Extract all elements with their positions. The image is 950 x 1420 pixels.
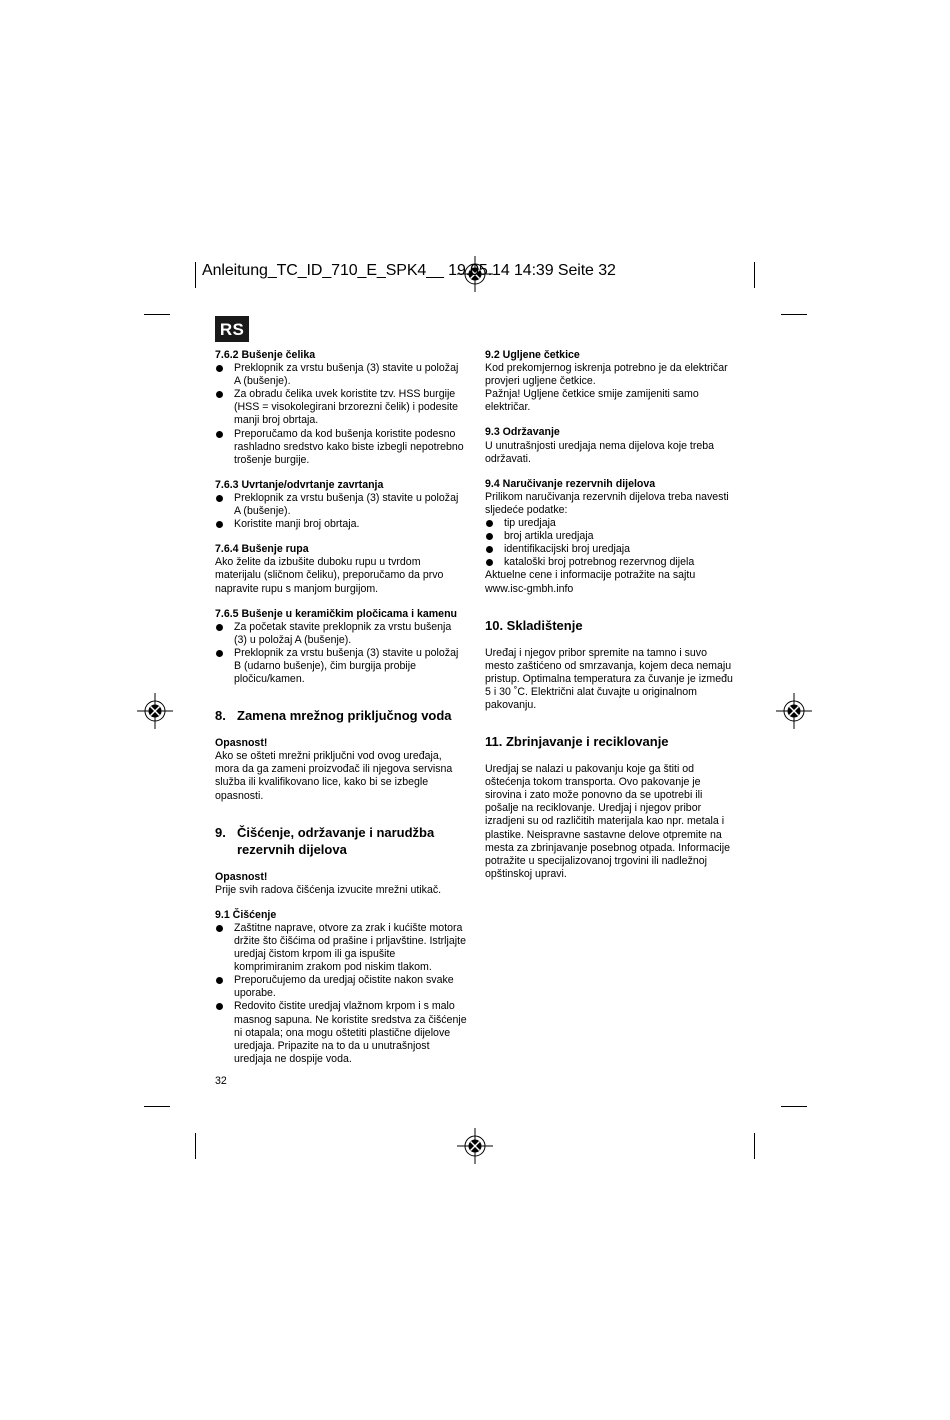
crop-mark bbox=[781, 314, 807, 315]
crop-mark bbox=[195, 1133, 196, 1159]
bullet-list bbox=[215, 922, 467, 1066]
section-title: Čišćenje, održavanje i narudžba rezervnih dijelova bbox=[237, 824, 435, 857]
crop-mark bbox=[754, 1133, 755, 1159]
paragraph: Pažnja! Ugljene četkice smije zamijeniti samo električar. bbox=[485, 388, 699, 414]
page-number: 32 bbox=[215, 1075, 227, 1087]
section-heading bbox=[215, 824, 467, 858]
registration-mark-icon bbox=[457, 1128, 493, 1164]
list-item: kataloški broj potrebnog rezervnog dijela bbox=[485, 556, 737, 569]
list-item: Preporučamo da kod bušenja koristite podesno rashladno sredstvo kako biste izbegli nepotrebno trošenje burgije. bbox=[215, 428, 467, 467]
registration-mark-icon bbox=[137, 693, 173, 729]
left-column bbox=[215, 349, 467, 1066]
crop-mark bbox=[781, 1106, 807, 1107]
list-item: Za obradu čelika uvek koristite tzv. HSS burgije (HSS = visokolegirani brzorezni čelik) i podesite manji broj obrtaja. bbox=[215, 388, 467, 427]
crop-mark bbox=[754, 262, 755, 288]
warning-label: Opasnost! bbox=[215, 737, 268, 750]
paragraph: Prilikom naručivanja rezervnih dijelova treba navesti sljedeće podatke: bbox=[485, 490, 729, 516]
right-column bbox=[485, 349, 737, 881]
registration-mark-icon bbox=[776, 693, 812, 729]
list-item: Preklopnik za vrstu bušenja (3) stavite u položaj B (udarno bušenje), čim burgija probije pločicu/kamen. bbox=[215, 647, 467, 686]
list-item: Koristite manji broj obrtaja. bbox=[215, 518, 467, 531]
paragraph: Aktuelne cene i informacije potražite na sajtu www.isc-gmbh.info bbox=[485, 569, 696, 595]
crop-mark bbox=[144, 314, 170, 315]
list-item: Preklopnik za vrstu bušenja (3) stavite u položaj A (bušenje). bbox=[215, 362, 467, 388]
subsection-title: 9.4 Naručivanje rezervnih dijelova bbox=[485, 477, 656, 490]
warning-label: Opasnost! bbox=[215, 870, 268, 883]
file-slug-header: Anleitung_TC_ID_710_E_SPK4__ 19.05.14 14:39 Seite 32 bbox=[202, 262, 616, 279]
subsection-title: 7.6.3 Uvrtanje/odvrtanje zavrtanja bbox=[215, 478, 384, 491]
bullet-list bbox=[215, 362, 467, 467]
section-number: 8. bbox=[215, 708, 226, 724]
section-title: 10. Skladištenje bbox=[485, 617, 583, 633]
subsection-title: 7.6.5 Bušenje u keramičkim pločicama i kamenu bbox=[215, 607, 458, 620]
bullet-list bbox=[215, 621, 467, 686]
crop-mark bbox=[195, 262, 196, 288]
paragraph: U unutrašnjosti uredjaja nema dijelova koje treba održavati. bbox=[485, 439, 715, 465]
section-heading bbox=[215, 707, 467, 724]
list-item: tip uredjaja bbox=[485, 517, 737, 530]
subsection-title: 7.6.4 Bušenje rupa bbox=[215, 543, 309, 556]
section-title: 11. Zbrinjavanje i reciklovanje bbox=[485, 734, 669, 750]
section-number: 9. bbox=[215, 824, 226, 840]
language-badge: RS bbox=[215, 316, 249, 342]
subsection-title: 9.3 Održavanje bbox=[485, 426, 560, 439]
paragraph: Ako želite da izbušite duboku rupu u tvrdom materijalu (sličnom čeliku), preporučamo da prvo napravite rupu s manjom burgijom. bbox=[215, 556, 444, 595]
paragraph: Ako se ošteti mrežni priključni vod ovog uređaja, mora da ga zameni proizvođač ili njegova servisna služba ili kvalifikovano lice, kako bi se izbegle opasnosti. bbox=[215, 750, 453, 802]
section-title: Zamena mrežnog priključnog voda bbox=[237, 708, 452, 724]
paragraph: Kod prekomjernog iskrenja potrebno je da električar provjeri ugljene četkice. bbox=[485, 362, 728, 388]
subsection-title: 9.1 Čišćenje bbox=[215, 908, 277, 921]
bullet-list bbox=[485, 517, 737, 569]
crop-mark bbox=[144, 1106, 170, 1107]
list-item: Za početak stavite preklopnik za vrstu bušenja (3) u položaj A (bušenje). bbox=[215, 621, 467, 647]
subsection-title: 7.6.2 Bušenje čelika bbox=[215, 349, 316, 361]
list-item: Preporučujemo da uredjaj očistite nakon svake uporabe. bbox=[215, 974, 467, 1000]
list-item: Zaštitne naprave, otvore za zrak i kućište motora držite što čišćima od prašine i prljavštine. Istrljajte uredjaj čistom krpom ili ga ispušite komprimiranim zrakom pod niskim tlakom. bbox=[215, 922, 467, 974]
paragraph: Uredjaj se nalazi u pakovanju koje ga štiti od oštećenja tokom transporta. Ovo pakovanje je sirovina i zato može ponovno da se upotrebi ili pošalje na reciklovanje. Uredjaj i njegov pribor izradjeni su od različitih materijala kao npr. metala i plastike. Neispravne sastavne delove otpremite na mesta za zbrinjavanje posebnog otpada. Informacije potražite u specijalizovanoj trgovini ili nadležnoj opštinskoj upravi. bbox=[485, 763, 730, 880]
list-item: identifikacijski broj uredjaja bbox=[485, 543, 737, 556]
bullet-list bbox=[215, 492, 467, 531]
paragraph: Uređaj i njegov pribor spremite na tamno i suvo mesto zaštićeno od smrzavanja, kojem deca nemaju pristup. Optimalna temperatura za čuvanje je između 5 i 30 ˚C. Električni alat čuvajte u originalnom pakovanju. bbox=[485, 646, 733, 711]
subsection-title: 9.2 Ugljene četkice bbox=[485, 349, 580, 361]
list-item: Redovito čistite uredjaj vlažnom krpom i s malo masnog sapuna. Ne koristite sredstva za čišćenje ni otapala; ona mogu oštetiti plastične dijelove uredjaja. Pripazite na to da u unutrašnjost uredjaja ne dospije voda. bbox=[215, 1000, 467, 1065]
list-item: broj artikla uredjaja bbox=[485, 530, 737, 543]
list-item: Preklopnik za vrstu bušenja (3) stavite u položaj A (bušenje). bbox=[215, 492, 467, 518]
paragraph: Prije svih radova čišćenja izvucite mrežni utikač. bbox=[215, 883, 442, 896]
